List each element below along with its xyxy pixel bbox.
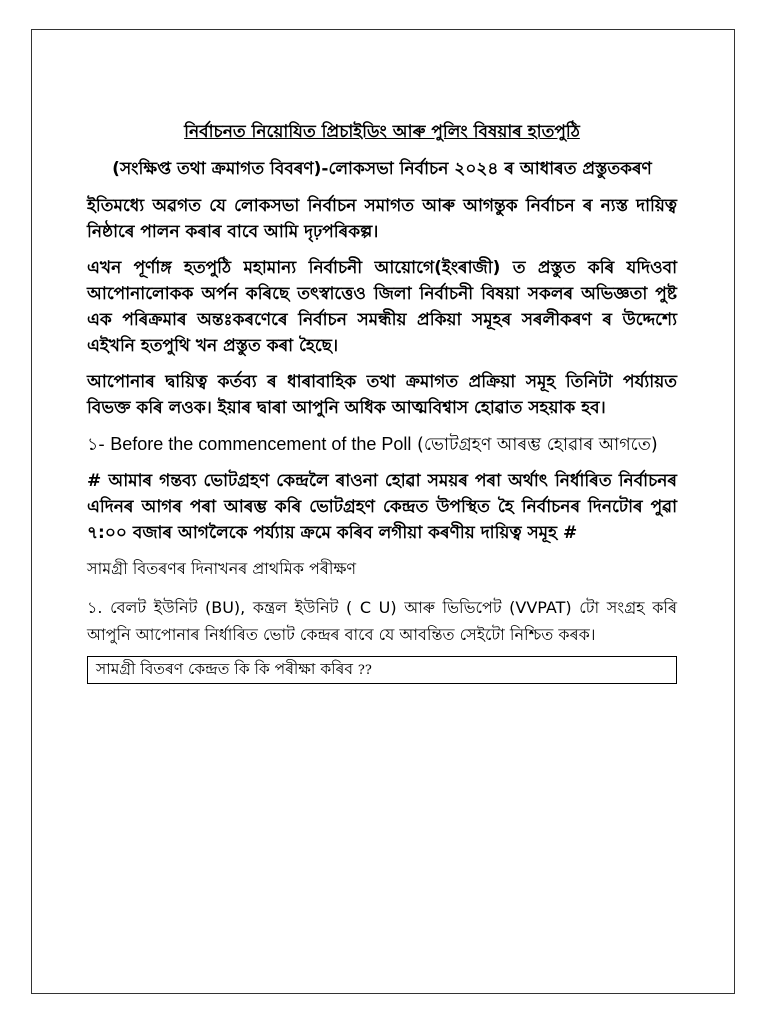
boxed-question-text: সামগ্ৰী বিতৰণ কেন্দ্ৰত কি কি পৰীক্ষা কৰিব <box>96 660 353 678</box>
sub-heading: সামগ্ৰী বিতৰণৰ দিনাখনৰ প্ৰাথমিক পৰীক্ষণ <box>87 559 357 578</box>
question-marks: ?? <box>357 663 372 678</box>
section-title-assamese: (ভোটগ্ৰহণ আৰম্ভ হোৱাৰ আগতে) <box>417 435 658 455</box>
document-title: নিৰ্বাচনত নিয়োযিত প্ৰিচাইডিং আৰু পুলিং বিষয়াৰ হাতপুঠি <box>184 122 580 142</box>
document-subtitle: (সংক্ষিপ্ত তথা ক্ৰমাগত বিবৰণ)-লোকসভা নিৰ্বাচন ২০২৪ ৰ আধাৰত প্ৰস্তুতকৰণ <box>112 159 652 179</box>
phases-paragraph: আপোনাৰ দ্বায়িত্ব কৰ্তব্য ৰ ধাৰাবাহিক তথা ক্ৰমাগত প্ৰক্ৰিয়া সমূহ তিনিটা পৰ্য্যায়ত বিভক্ত কৰি লওক। ইয়াৰ দ্বাৰা আপুনি অধিক আত্মবিশ্বাস হোৱাত সহয়াক হব। <box>87 372 677 418</box>
document-body <box>87 120 677 684</box>
intro-paragraph: ইতিমধ্যে অৱগত যে লোকসভা নিৰ্বাচন সমাগত আৰু আগন্তুক নিৰ্বাচন ৰ ন্যস্ত দায়িত্ব নিষ্ঠাৰে পালন কৰাৰ বাবে আমি দৃঢ়পৰিকল্প। <box>87 196 677 242</box>
section-number: ১- <box>87 435 105 455</box>
purpose-paragraph: এখন পূৰ্ণাঙ্গ হতপুঠি মহামান্য নিৰ্বাচনী আয়োগে(ইংৰাজী) ত প্ৰস্তুত কৰি যদিওবা আপোনালোকক অৰ্পন কৰিছে তৎস্বাত্তেও জিলা নিৰ্বাচনী বিষয়া সকলৰ অভিজ্ঞতা পুষ্ট এক পৰিক্ৰমাৰ অন্তঃকৰণেৰে নিৰ্বাচন সমন্ধীয় প্ৰকিয়া সমূহৰ সৰলীকৰণ ৰ উদ্দেশ্যে এইখনি হতপুথি খন প্ৰস্তুত কৰা হৈছে। <box>87 258 677 356</box>
section-title-english: Before the commencement of the Poll <box>110 434 412 454</box>
highlight-paragraph: # আমাৰ গন্তব্য ভোটগ্ৰহণ কেন্দ্ৰলৈ ৰাওনা হোৱা সময়ৰ পৰা অৰ্থাৎ নিৰ্ধাৰিত নিৰ্বাচনৰ এদিনৰ আগৰ পৰা আৰম্ভ কৰি ভোটগ্ৰহণ কেন্দ্ৰত উপস্থিত হৈ নিৰ্বাচনৰ দিনটোৰ পুৱা ৭:০০ বজাৰ আগলৈকে পৰ্য্যায় ক্ৰমে কৰিব লগীয়া কৰণীয় দায়িত্ব সমূহ # <box>87 471 677 543</box>
boxed-question <box>87 656 677 684</box>
list-item: ১. বেলট ইউনিট (BU), কন্ত্ৰল ইউনিট ( C U) আৰু ভিভিপেট (VVPAT) টো সংগ্ৰহ কৰি আপুনি আপোনাৰ নিৰ্ধাৰিত ভোট কেন্দ্ৰৰ বাবে যে আবন্তিত সেইটো নিশ্চিত কৰক। <box>87 598 677 644</box>
section-heading <box>87 431 677 458</box>
